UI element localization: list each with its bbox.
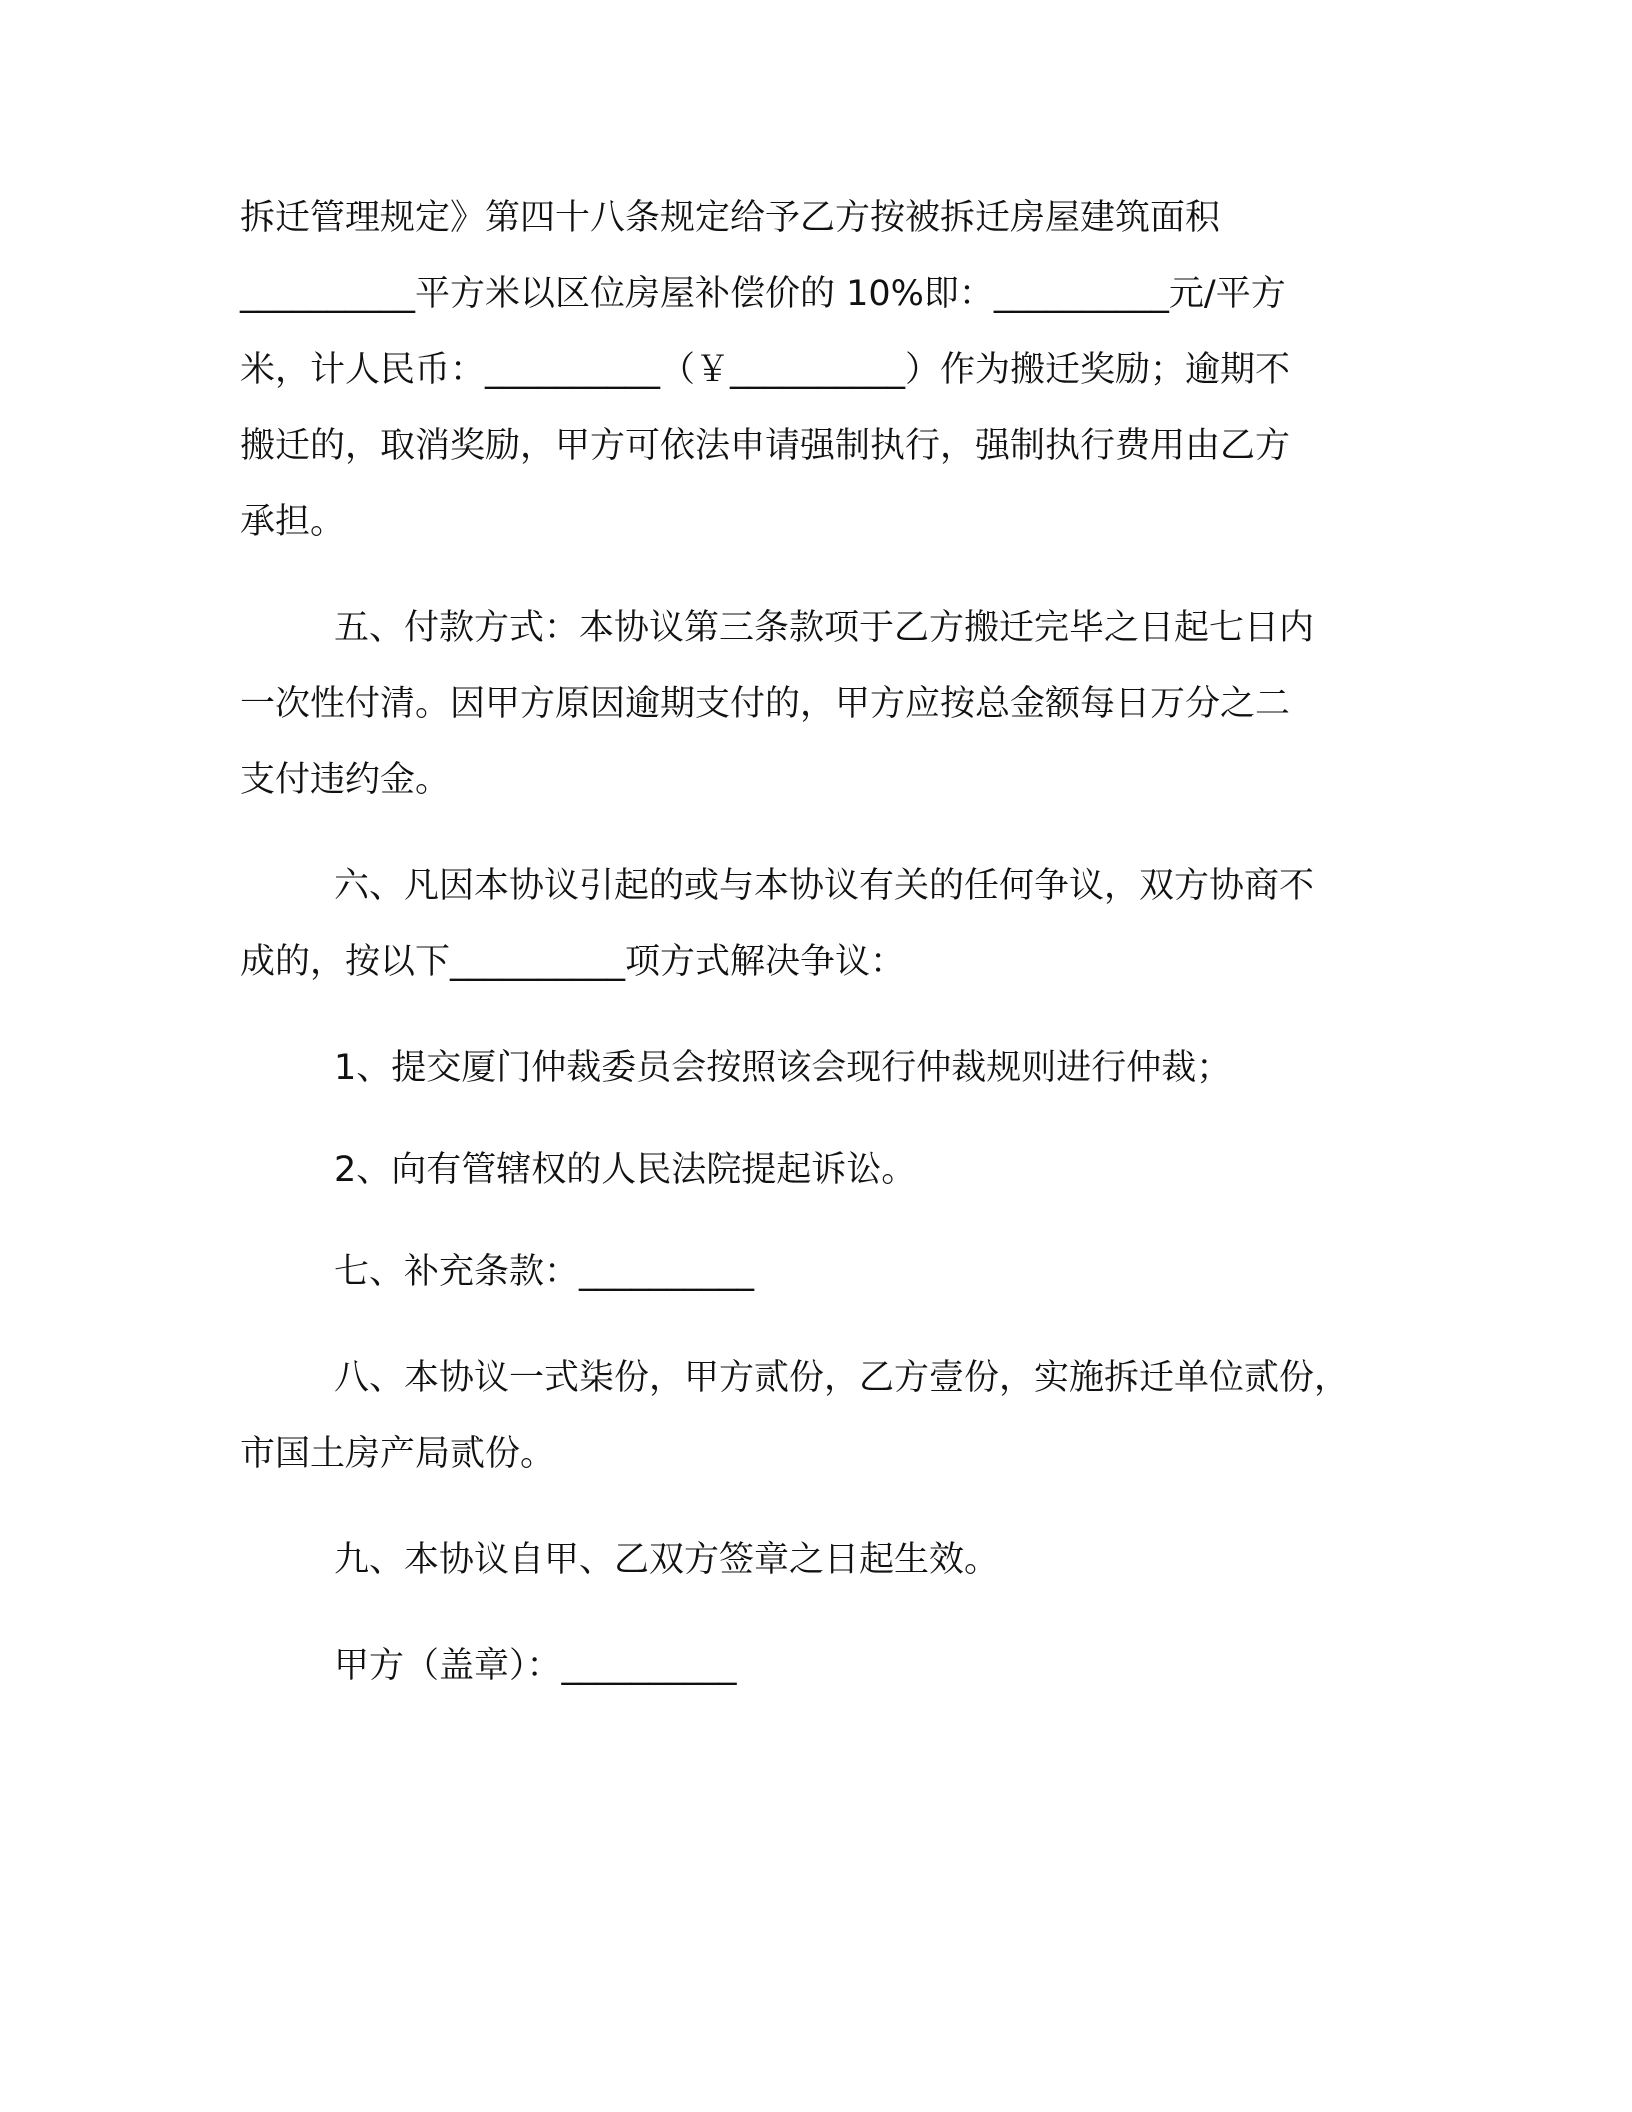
clause-4-continuation-line-1: 拆迁管理规定》第四十八条规定给予乙方按被拆迁房屋建筑面积	[240, 198, 1221, 238]
clause-6-line-1: 六、凡因本协议引起的或与本协议有关的任何争议，双方协商不	[334, 866, 1315, 906]
clause-4-continuation-line-3: 米，计人民币：__________（￥__________）作为搬迁奖励；逾期不	[240, 350, 1291, 390]
clause-4-continuation-line-4: 搬迁的，取消奖励，甲方可依法申请强制执行，强制执行费用由乙方	[240, 426, 1291, 466]
clause-7-line: 七、补充条款：__________	[334, 1252, 755, 1292]
party-a-seal-line: 甲方（盖章）：__________	[334, 1646, 737, 1686]
clause-6-line-2: 成的，按以下__________项方式解决争议：	[240, 942, 906, 982]
clause-4-continuation-line-2: __________平方米以区位房屋补偿价的 10%即：__________元/平方	[240, 274, 1286, 314]
clause-5-line-3: 支付违约金。	[240, 760, 451, 800]
clause-8-line-1: 八、本协议一式柒份，甲方贰份，乙方壹份，实施拆迁单位贰份，	[334, 1358, 1350, 1398]
clause-5-line-1: 五、付款方式：本协议第三条款项于乙方搬迁完毕之日起七日内	[334, 608, 1315, 648]
clause-8-line-2: 市国土房产局贰份。	[240, 1434, 556, 1474]
clause-6-option-1: 1、提交厦门仲裁委员会按照该会现行仲裁规则进行仲裁；	[334, 1048, 1232, 1088]
clause-9-line: 九、本协议自甲、乙双方签章之日起生效。	[334, 1540, 1000, 1580]
clause-5-line-2: 一次性付清。因甲方原因逾期支付的，甲方应按总金额每日万分之二	[240, 684, 1291, 724]
clause-4-continuation-line-5: 承担。	[240, 502, 346, 542]
clause-6-option-2: 2、向有管辖权的人民法院提起诉讼。	[334, 1150, 917, 1190]
